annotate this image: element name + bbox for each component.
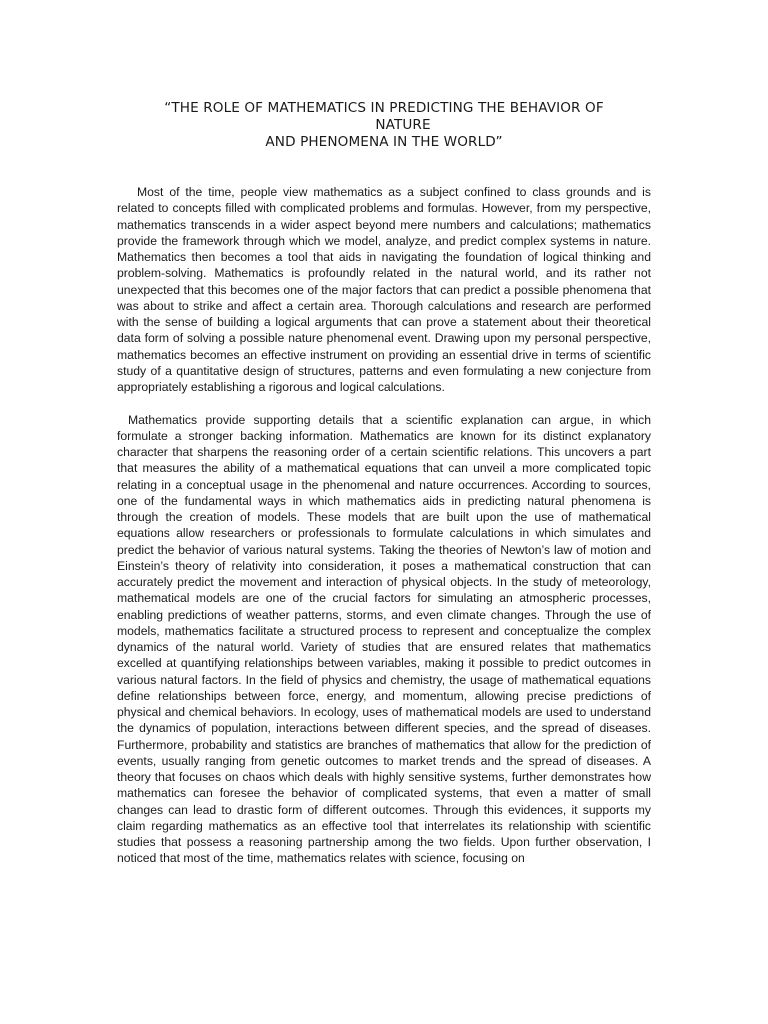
essay-title-line-2: NATURE — [375, 117, 431, 133]
essay-body — [117, 184, 651, 867]
paragraph-1: Most of the time, people view mathematics as a subject confined to class grounds and is related to concepts filled with complicated problems and formulas. However, from my perspective, mathematics transcends in a wider aspect beyond mere numbers and calculations; mathematics provide the framework through which we model, analyze, and predict complex systems in nature. Mathematics then becomes a tool that aids in navigating the foundation of logical thinking and problem-solving. Mathematics is profoundly related in the natural world, and its rather not unexpected that this becomes one of the major factors that can predict a possible phenomena that was about to strike and affect a certain area. Thorough calculations and research are performed with the sense of building a logical arguments that can prove a statement about their theoretical data form of solving a possible nature phenomenal event. Drawing upon my personal perspective, mathematics becomes an effective instrument on providing an essential drive in terms of scientific study of a quantitative design of structures, patterns and even formulating a new conjecture from appropriately establishing a rigorous and logical calculations. — [117, 185, 651, 394]
essay-title-line-3: AND PHENOMENA IN THE WORLD” — [265, 134, 503, 150]
essay-title-line-1: “THE ROLE OF MATHEMATICS IN PREDICTING THE BEHAVIOR OF — [164, 100, 604, 116]
essay-title — [100, 100, 668, 151]
paragraph-2: Mathematics provide supporting details that a scientific explanation can argue, in which formulate a stronger backing information. Mathematics are known for its distinct explanatory character that sharpens the reasoning order of a certain scientific relations. This uncovers a part that measures the ability of a mathematical equations that can unveil a more complicated topic relating in a conceptual usage in the phenomenal and nature occurrences. According to sources, one of the fundamental ways in which mathematics aids in predicting natural phenomena is through the creation of models. These models that are built upon the use of mathematical equations allow researchers or professionals to formulate calculations in which simulates and predict the behavior of various natural systems. Taking the theories of Newton’s law of motion and Einstein’s theory of relativity into consideration, it poses a mathematical construction that can accurately predict the movement and interaction of physical objects. In the study of meteorology, mathematical models are one of the crucial factors for simulating an atmospheric processes, enabling predictions of weather patterns, storms, and even climate changes. Through the use of models, mathematics facilitate a structured process to represent and conceptualize the complex dynamics of the natural world. Variety of studies that are ensured relates that mathematics excelled at quantifying relationships between variables, making it possible to predict outcomes in various natural factors. In the field of physics and chemistry, the usage of mathematical equations define relationships between force, energy, and momentum, allowing precise predictions of physical and chemical behaviors. In ecology, uses of mathematical models are used to understand the dynamics of population, interactions between different species, and the spread of diseases. Furthermore, probability and statistics are branches of mathematics that allow for the prediction of events, usually ranging from genetic outcomes to market trends and the spread of diseases. A theory that focuses on chaos which deals with highly sensitive systems, further demonstrates how mathematics can foresee the behavior of complicated systems, that even a matter of small changes can lead to drastic form of different outcomes. Through this evidences, it supports my claim regarding mathematics as an effective tool that interrelates its relationship with scientific studies that possess a reasoning partnership among the two fields. Upon further observation, I noticed that most of the time, mathematics relates with science, focusing on — [117, 412, 651, 866]
